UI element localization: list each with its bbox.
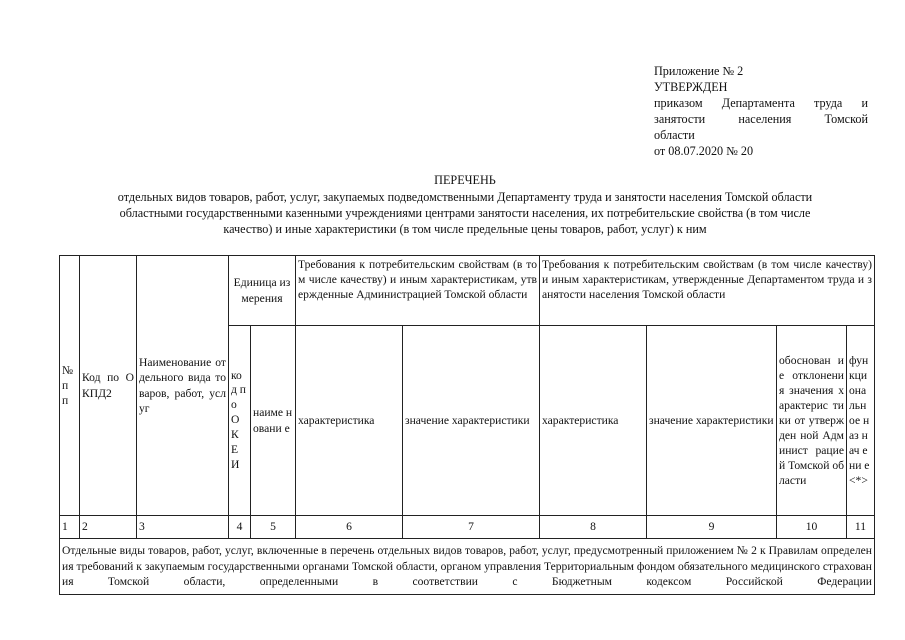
approval-order-line: приказом Департамента труда и: [654, 96, 868, 111]
column-number: 11: [847, 516, 875, 539]
section-description: Отдельные виды товаров, работ, услуг, включенные в перечень отдельных видов товаров, работ, услуг, предусмотренный приложением № 2 к Правилам определения требований к закупаемым государственными органами Томской области, органом управления Территориальным фондом обязательного медицинского страхования Томской области, определенными в соответствии с Бюджетным кодексом Российской Федерации: [60, 539, 875, 595]
column-number: 4: [229, 516, 251, 539]
title-line-3: качество) и иные характеристики (в том числе предельные цены товаров, работ, услуг) к ним: [223, 222, 707, 237]
header-department-requirements: Требования к потребительским свойствам (в том числе качеству) и иным характеристикам, утвержденные Департаментом труда и занятости населения Томской области: [540, 256, 875, 326]
goods-requirements-table: [59, 255, 875, 595]
approval-date: от 08.07.2020 № 20: [654, 144, 754, 159]
column-number: 5: [251, 516, 296, 539]
header-deviation-justification: обоснован ие отклонени я значения характерис тики от утвержден ной Админист рацией Томской области: [777, 326, 847, 516]
column-number: 10: [777, 516, 847, 539]
header-unit-name: наиме новани е: [251, 326, 296, 516]
approval-stamp: [654, 63, 868, 160]
header-item-name: Наименование отдельного вида товаров, работ, услуг: [137, 256, 229, 516]
column-number: 3: [137, 516, 229, 539]
approved-label: УТВЕРЖДЕН: [654, 80, 728, 95]
title-heading: ПЕРЕЧЕНЬ: [434, 173, 496, 187]
column-number: 1: [60, 516, 80, 539]
header-functional-purpose: фун кци она льн ое наз нач ени е <*>: [847, 326, 875, 516]
column-number: 2: [80, 516, 137, 539]
document-title: [55, 172, 875, 237]
header-row-number: № п п: [60, 256, 80, 516]
header-admin-requirements: Требования к потребительским свойствам (в том числе качеству) и иным характеристикам, утвержденные Администрацией Томской области: [296, 256, 540, 326]
column-number: 9: [647, 516, 777, 539]
header-value-b: значение характеристики: [647, 326, 777, 516]
column-number: 8: [540, 516, 647, 539]
title-line-1: отдельных видов товаров, работ, услуг, закупаемых подведомственными Департаменту труда и занятости населения Томской области: [117, 190, 813, 205]
header-okei-code: ко д по О К Е И: [229, 326, 251, 516]
column-number: 6: [296, 516, 403, 539]
header-unit: Единица измерения: [229, 256, 296, 326]
header-characteristic-b: характеристика: [540, 326, 647, 516]
appendix-number: Приложение № 2: [654, 64, 744, 78]
column-number: 7: [403, 516, 540, 539]
header-value-a: значение характеристики: [403, 326, 540, 516]
header-characteristic-a: характеристика: [296, 326, 403, 516]
column-number-row: [60, 516, 875, 539]
header-okpd-code: Код по ОКПД2: [80, 256, 137, 516]
approval-region-line: области: [654, 128, 695, 143]
approval-department-line: занятости населения Томской: [654, 112, 868, 127]
title-line-2: областными государственными казенными учреждениями центрами занятости населения, их потребительские свойства (в том числе: [119, 206, 811, 221]
